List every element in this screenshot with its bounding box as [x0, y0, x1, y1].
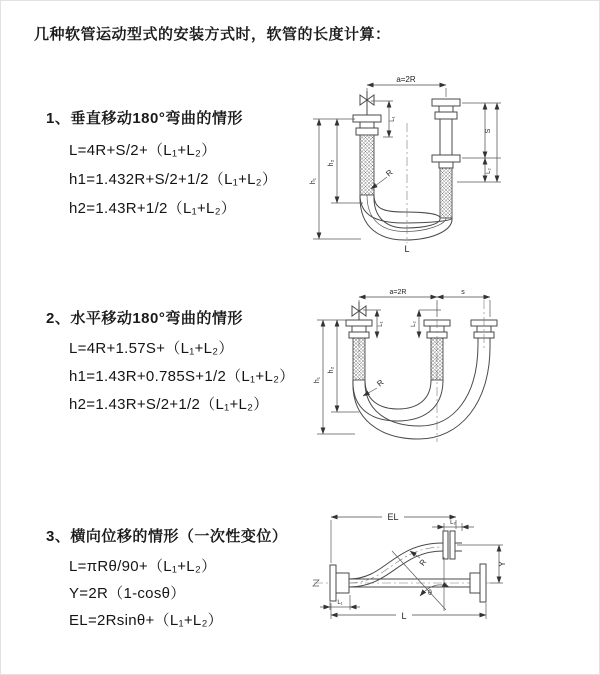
d1-right-flanges: [432, 99, 460, 218]
d2-dim-a-label: a=2R: [389, 289, 407, 296]
d3-radius-label: R: [417, 557, 429, 568]
d3-dimension-l: [331, 603, 486, 621]
section-1-formula-l: L=4R+S/2+（L₁+L₂）: [69, 142, 217, 159]
d2-dimension-a2r: [359, 289, 490, 317]
d3-dim-l1-label: L₁: [337, 600, 343, 606]
d1-radius-label: R: [384, 167, 395, 179]
diagram-horizontal-180-bend: [307, 284, 532, 456]
d1-dim-h1-label: h₁: [310, 177, 317, 185]
d1-dim-h2-label: h₂: [328, 159, 335, 167]
d1-dim-l2-label: L₂: [486, 168, 492, 174]
d2-hose-bend-position2: [353, 344, 490, 439]
d2-flanges: [346, 320, 497, 380]
section-2-heading: 2、水平移动180°弯曲的情形: [46, 310, 243, 327]
d1-braided-hose-right: [440, 168, 452, 218]
d1-dim-l1-label: L₁: [390, 116, 396, 122]
d1-dimension-l2: [457, 103, 501, 182]
section-2-formula-h2: h2=1.43R+S/2+1/2（L₁+L₂）: [69, 396, 269, 413]
page-title: 几种软管运动型式的安装方式时，软管的长度计算：: [34, 26, 391, 43]
d1-radius-callout: [371, 168, 395, 189]
section-1-formula-h1: h1=1.432R+S/2+1/2（L₁+L₂）: [69, 171, 278, 188]
d1-valve-icon: [360, 91, 374, 115]
section-2-formula-h1: h1=1.43R+0.785S+1/2（L₁+L₂）: [69, 368, 295, 385]
d1-dimension-h1: [310, 119, 361, 239]
d3-lower-right-flange: [480, 564, 486, 602]
d1-length-label: L: [404, 244, 410, 254]
section-2-formula-l: L=4R+1.57S+（L₁+L₂）: [69, 340, 234, 357]
d3-dimension-l2: [432, 520, 474, 531]
d2-centerlines: [359, 300, 484, 442]
d1-dim-s-label: S: [485, 128, 492, 134]
section-3-heading: 3、横向位移的情形（一次性变位）: [46, 528, 288, 545]
section-1-heading: 1、垂直移动180°弯曲的情形: [46, 110, 243, 127]
d1-braided-hose-left: [360, 135, 374, 195]
d3-dim-y-label: Y: [498, 561, 507, 567]
d1-dimension-s: [485, 103, 492, 158]
d2-dim-l1-label: L₁: [378, 321, 384, 327]
section-3-formula-y: Y=2R（1-cosθ）: [69, 585, 186, 602]
d2-valve-icon: [352, 302, 366, 320]
d1-hose-bend: [360, 195, 452, 240]
d3-left-flange: [330, 565, 349, 601]
d3-dimension-el: [331, 512, 456, 563]
section-1-formula-h2: h2=1.43R+1/2（L₁+L₂）: [69, 200, 237, 217]
d3-displaced-hose: [349, 543, 443, 587]
section-3-formula-l: L=πRθ/90+（L₁+L₂）: [69, 558, 217, 575]
diagram-lateral-displacement: [296, 503, 556, 645]
d3-dimension-l1: [320, 595, 360, 610]
d2-dim-h2-label: h₂: [328, 366, 335, 374]
d1-left-flange: [353, 115, 381, 195]
d2-radius-label: R: [375, 377, 386, 389]
d1-dim-a-label: a=2R: [396, 75, 416, 84]
d2-dim-s-label: s: [461, 289, 465, 296]
section-3-formula-el: EL=2Rsinθ+（L₁+L₂）: [69, 612, 223, 629]
d2-hose-bend-position1: [353, 377, 443, 421]
d3-dim-l2-label: L₂: [450, 520, 456, 526]
d1-dimension-a2r: [367, 75, 446, 97]
d3-length-label: L: [401, 611, 407, 621]
d2-dim-l2-label: L₂: [411, 321, 417, 327]
d3-angle-theta-label: θ: [428, 590, 432, 597]
d3-dim-el-label: EL: [387, 512, 399, 522]
diagram-vertical-180-bend: [299, 71, 524, 256]
d2-dim-h1-label: h₁: [314, 376, 321, 384]
